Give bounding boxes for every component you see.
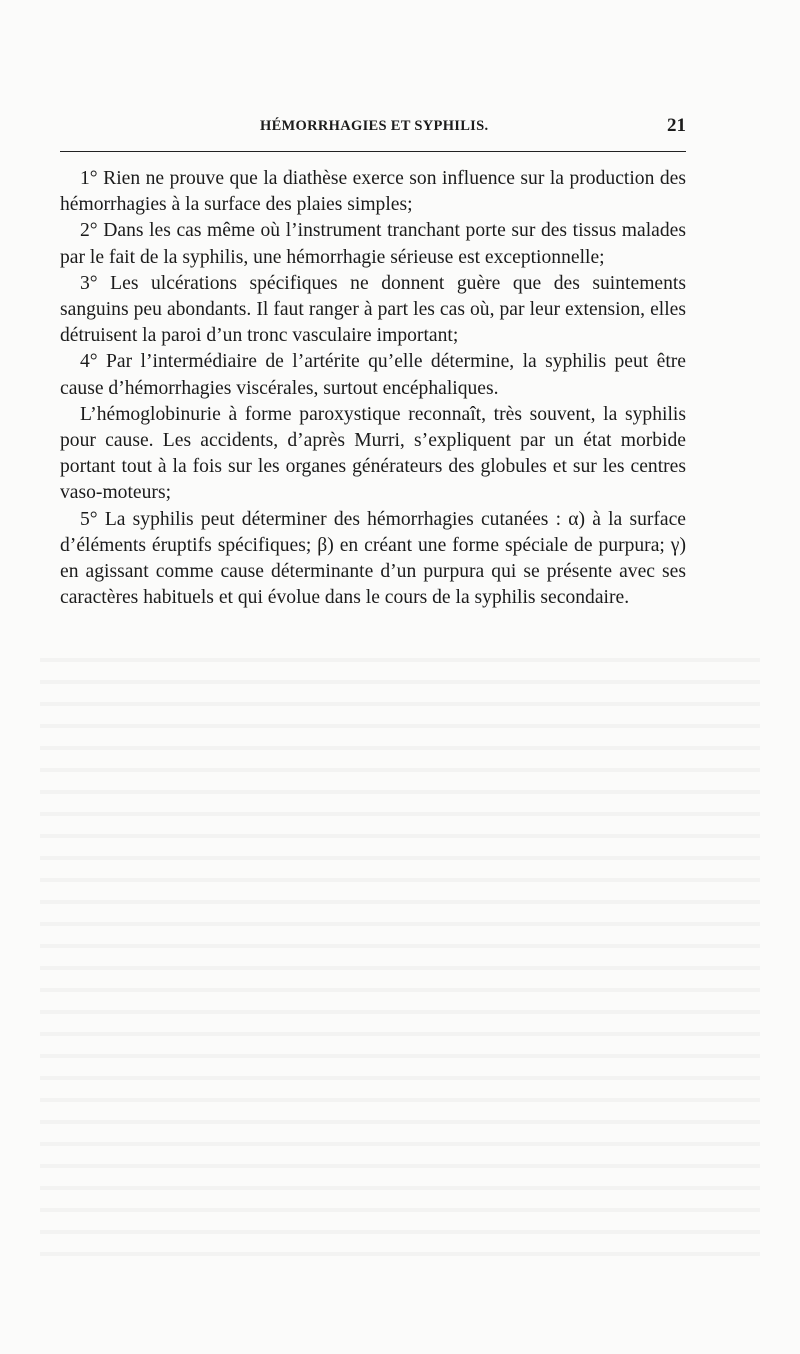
paragraph-2: 2° Dans les cas même où l’instrument tranchant porte sur des tissus malades par le fait de la syphilis, une hémorrhagie sérieuse est exceptionnelle; [60, 220, 686, 268]
paragraph-3: 3° Les ulcérations spécifiques ne donnent guère que des suintements sanguins peu abondants. Il faut ranger à part les cas où, par leur extension, elles détruisent la paroi d’un tronc vasculaire important; [60, 272, 686, 347]
running-title: HÉMORRHAGIES ET SYPHILIS. [260, 118, 489, 134]
paragraph-6: 5° La syphilis peut déterminer des hémorrhagies cutanées : α) à la surface d’éléments éruptifs spécifiques; β) en créant une forme spéciale de purpura; γ) en agissant comme cause déterminante d’un purpura qui se présente avec ses caractères habituels et qui évolue dans le cours de la syphilis secondaire. [60, 508, 686, 609]
header-rule [60, 151, 686, 152]
main-text [60, 166, 686, 611]
running-header [60, 115, 686, 142]
paragraph-1: 1° Rien ne prouve que la diathèse exerce son influence sur la production des hémorrhagies à la surface des plaies simples; [60, 168, 686, 216]
page-number: 21 [667, 115, 686, 136]
paragraph-4: 4° Par l’intermédiaire de l’artérite qu’elle détermine, la syphilis peut être cause d’hémorrhagies viscérales, surtout encéphaliques. [60, 351, 686, 399]
bleed-through-texture [40, 640, 760, 1260]
paragraph-5: L’hémoglobinurie à forme paroxystique reconnaît, très souvent, la syphilis pour cause. Les accidents, d’après Murri, s’expliquent par un état morbide portant tout à la fois sur les organes générateurs des globules et sur les centres vaso-moteurs; [60, 403, 686, 504]
